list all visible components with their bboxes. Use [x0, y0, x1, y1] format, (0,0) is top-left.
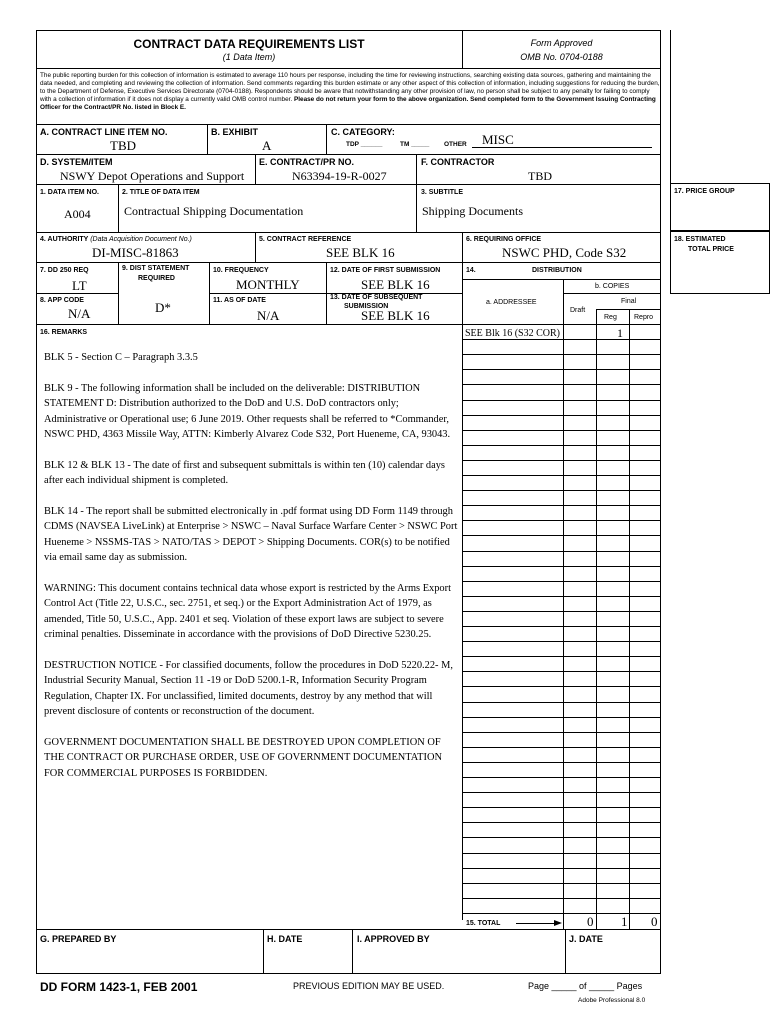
grid-row-line [462, 898, 661, 899]
burden-bold-text: Please do not return your form to the above organization. Send completed form to the Government Issuing Contracting Officer for the Contract/PR No. listed in Block E. [40, 96, 656, 111]
title-label: 2. TITLE OF DATA ITEM [122, 189, 200, 196]
remarks-label: 16. REMARKS [40, 329, 88, 336]
grid-row-line [462, 717, 661, 718]
remarks-text [44, 350, 462, 796]
total-reg: 1 [621, 914, 628, 929]
grid-row-line [462, 354, 661, 355]
grid-row-line [462, 505, 661, 506]
app-code-label: 8. APP CODE [40, 297, 84, 304]
grid-row-line [462, 369, 661, 370]
grid-row-line [462, 883, 661, 884]
rule [36, 232, 661, 233]
grid-row-line [462, 762, 661, 763]
rule [36, 262, 661, 263]
burden-text: The public reporting burden for this collection of information is estimated to average 110 hours per response, including the time for reviewing instructions, searching existing data sources, gathering and maintaining the data needed, and completing and reviewing the collection of information. Send comments regarding this burden estimate or any other aspect of this collection of information, including suggestions for reducing the burden, to the Department of Defense, Executive Services Directorate (0704-0188). Respondents should be aware that notwithstanding any other provision of law, no person shall be subject to any penalty for failing to comply with a collection of information if it does not display a currently valid OMB control number. [40, 72, 660, 103]
approved-by-label: I. APPROVED BY [357, 934, 430, 944]
as-of-date-label: 11. AS OF DATE [213, 297, 266, 304]
system-item-label: D. SYSTEM/ITEM [40, 157, 113, 167]
grid-row-line [462, 490, 661, 491]
grid-row-line [462, 596, 661, 597]
form-approved: Form Approved [530, 38, 593, 48]
exhibit-value: A [262, 138, 272, 153]
grid-row-line [462, 626, 661, 627]
rule [462, 279, 661, 280]
dd250-label: 7. DD 250 REQ [40, 267, 89, 274]
grid-row-line [462, 581, 661, 582]
grid-row-line [462, 732, 661, 733]
remark-paragraph: BLK 14 - The report shall be submitted electronically in .pdf format using DD Form 1149 through CDMS (NAVSEA LiveLink) at Enterprise > NSWC – Naval Surface Warfare Center > NSWC Port Hueneme > NSSMS-TAS > NATO/TAS > DEPOT > Shipping Documents. COR(s) to be notified via email same day as submission. [44, 505, 458, 563]
data-item-no-value: A004 [64, 207, 91, 221]
rule [352, 929, 353, 974]
grid-row-line [462, 747, 661, 748]
grid-row-line [462, 535, 661, 536]
rule [36, 154, 661, 155]
subsequent-submission-label: 13. DATE OF SUBSEQUENT [330, 294, 423, 301]
rule [416, 154, 417, 184]
rule [462, 232, 463, 262]
grid-row-line [462, 551, 661, 552]
grid-row-line [462, 671, 661, 672]
grid-row-line [462, 430, 661, 431]
grid-row-line [462, 460, 661, 461]
grid-row-line [462, 868, 661, 869]
rule [255, 232, 256, 262]
total-repro: 0 [651, 914, 658, 929]
contract-reference-value: SEE BLK 16 [326, 245, 395, 260]
frequency-label: 10. FREQUENCY [213, 267, 269, 274]
subtitle-value: Shipping Documents [422, 204, 523, 218]
grid-row-line [462, 566, 661, 567]
form-id: DD FORM 1423-1, FEB 2001 [40, 980, 198, 994]
system-item-value: NSWY Depot Operations and Support [60, 169, 245, 183]
grid-row-line [462, 807, 661, 808]
grid-row-line [462, 611, 661, 612]
remark-paragraph: GOVERNMENT DOCUMENTATION SHALL BE DESTROYED UPON COMPLETION OF THE CONTRACT OR PURCHASE ORDER, USE OF GOVERNMENT DOCUMENTATION FOR COMMERCIAL PURPOSES IS FORBIDDEN. [44, 736, 442, 779]
reg-label: Reg [604, 314, 617, 321]
grid-row-line [462, 445, 661, 446]
as-of-date-value: N/A [257, 308, 280, 323]
grid-col-line [629, 309, 630, 929]
grid-row-line [462, 641, 661, 642]
category-other: OTHER [444, 141, 467, 148]
subsequent-submission-value: SEE BLK 16 [361, 308, 430, 323]
grid-row-line [462, 777, 661, 778]
subsequent-submission-label2: SUBMISSION [344, 303, 389, 310]
grid-row-line [462, 400, 661, 401]
distribution-label: DISTRIBUTION [532, 267, 582, 274]
exhibit-label: B. EXHIBIT [211, 127, 259, 137]
remark-paragraph: BLK 9 - The following information shall be included on the deliverable: DISTRIBUTION STATEMENT D: Distribution authorized to the DoD and U.S. DoD contractors only; Administrative or Operational use; 6 June 2019. Other requests shall be referred to *Commander, NSWC PHD, 4363 Missile Way, ATTN: Kimberly Alvarez Code S32, Port Hueneme, CA, 93043. [44, 382, 451, 440]
contractor-value: TBD [528, 169, 552, 183]
grid-row-line [462, 475, 661, 476]
dist-statement-value: D* [155, 300, 171, 315]
rule [326, 124, 327, 154]
grid-row-line [462, 792, 661, 793]
total-arrow-line [516, 923, 556, 924]
app-code-value: N/A [68, 306, 91, 321]
rule [563, 279, 564, 324]
authority-label [40, 236, 192, 243]
contract-pr-value: N63394-19-R-0027 [292, 169, 387, 183]
rule [36, 324, 661, 325]
rule [255, 154, 256, 184]
addressee-label: a. ADDRESSEE [486, 299, 537, 306]
date-h-label: H. DATE [267, 934, 303, 944]
grid-col-line [563, 324, 564, 929]
first-submission-label: 12. DATE OF FIRST SUBMISSION [330, 267, 441, 274]
data-item-no-label: 1. DATA ITEM NO. [40, 189, 99, 196]
rule [36, 184, 661, 185]
date-j-label: J. DATE [569, 934, 603, 944]
requiring-office-label: 6. REQUIRING OFFICE [466, 236, 542, 243]
authority-note: (Data Acquisition Document No.) [90, 236, 192, 243]
authority-value: DI-MISC-81863 [92, 245, 179, 260]
grid-col-line [596, 309, 597, 929]
rule [565, 929, 566, 974]
distribution-reg-copies: 1 [617, 326, 623, 340]
previous-edition: PREVIOUS EDITION MAY BE USED. [293, 981, 445, 991]
rule [207, 124, 208, 154]
copies-label: b. COPIES [595, 283, 630, 290]
repro-label: Repro [634, 314, 654, 321]
rule [36, 124, 661, 125]
final-label: Final [621, 298, 637, 305]
distribution-number: 14. [466, 267, 476, 274]
first-submission-value: SEE BLK 16 [361, 277, 430, 292]
page-count: Page _____ of _____ Pages [528, 981, 643, 991]
category-underline [472, 147, 652, 148]
grid-row-line [462, 913, 661, 914]
remark-paragraph: DESTRUCTION NOTICE - For classified documents, follow the procedures in DoD 5220.22- M, Industrial Security Manual, Section 11 -19 or DoD 5200.1-R, Information Security Program Regulation, Chapter IX. For unclassified, limited documents, destroy by any method that will prevent disclosure of contents or reconstruction of the document. [44, 659, 453, 717]
grid-row-line [462, 384, 661, 385]
authority-label-text: 4. AUTHORITY [40, 236, 89, 243]
total-arrow-icon [554, 920, 562, 926]
rule [36, 68, 661, 69]
rule [118, 184, 119, 232]
dist-statement-label: 9. DIST STATEMENT [122, 265, 190, 272]
contractor-label: F. CONTRACTOR [421, 157, 495, 167]
subtitle-label: 3. SUBTITLE [421, 189, 464, 196]
rule [416, 184, 417, 232]
rule [36, 929, 661, 930]
remark-paragraph: BLK 12 & BLK 13 - The date of first and subsequent submittals is within ten (10) calendar days after each individual shipment is completed. [44, 459, 445, 486]
estimated-price-label2: TOTAL PRICE [688, 246, 734, 253]
form-subtitle: (1 Data Item) [222, 52, 276, 62]
grid-row-line [462, 837, 661, 838]
grid-row-line [462, 822, 661, 823]
margin-rule [670, 30, 671, 184]
dd250-value: LT [72, 278, 87, 293]
burden-statement [40, 72, 660, 112]
draft-label: Draft [570, 307, 586, 314]
grid-row-line [462, 686, 661, 687]
distribution-addressee: SEE Blk 16 (S32 COR) [465, 328, 561, 339]
dist-statement-label2: REQUIRED [138, 275, 175, 282]
rule [563, 293, 661, 294]
contract-pr-label: E. CONTRACT/PR NO. [259, 157, 355, 167]
grid-row-line [462, 339, 661, 340]
clin-label: A. CONTRACT LINE ITEM NO. [40, 127, 168, 137]
grid-row-line [462, 415, 661, 416]
grid-row-line [462, 520, 661, 521]
category-tm: TM _____ [400, 141, 430, 148]
header-divider [462, 30, 463, 68]
total-label: 15. TOTAL [466, 920, 501, 927]
category-value: MISC [482, 132, 514, 147]
contract-reference-label: 5. CONTRACT REFERENCE [259, 236, 352, 243]
prepared-by-label: G. PREPARED BY [40, 934, 117, 944]
estimated-price-label: 18. ESTIMATED [674, 236, 726, 243]
grid-row-line [462, 656, 661, 657]
price-group-label: 17. PRICE GROUP [674, 188, 735, 195]
grid-row-line [462, 853, 661, 854]
remark-paragraph: WARNING: This document contains technical data whose export is restricted by the Arms Export Control Act (Title 22, U.S.C., sec. 2751, et seq.) or the Export Administration Act of 1979, as amended, Title 50, U.S.C., App. 2401 et seq. Violation of these export laws are subject to severe criminal penalties. Disseminate in accordance with the provisions of DoD Directive 5230.25. [44, 582, 451, 640]
category-tdp: TDP ______ [346, 141, 383, 148]
total-draft: 0 [587, 914, 594, 929]
rule [118, 262, 119, 324]
remark-paragraph: BLK 5 - Section C – Paragraph 3.3.5 [44, 352, 198, 363]
clin-value: TBD [110, 138, 136, 153]
category-label: C. CATEGORY: [331, 127, 395, 137]
omb-number: OMB No. 0704-0188 [520, 52, 603, 62]
grid-row-line [462, 702, 661, 703]
rule [263, 929, 264, 974]
title-value: Contractual Shipping Documentation [124, 204, 304, 218]
requiring-office-value: NSWC PHD, Code S32 [502, 245, 627, 260]
frequency-value: MONTHLY [236, 277, 300, 292]
form-title: CONTRACT DATA REQUIREMENTS LIST [133, 37, 365, 51]
software-note: Adobe Professional 8.0 [578, 997, 646, 1004]
